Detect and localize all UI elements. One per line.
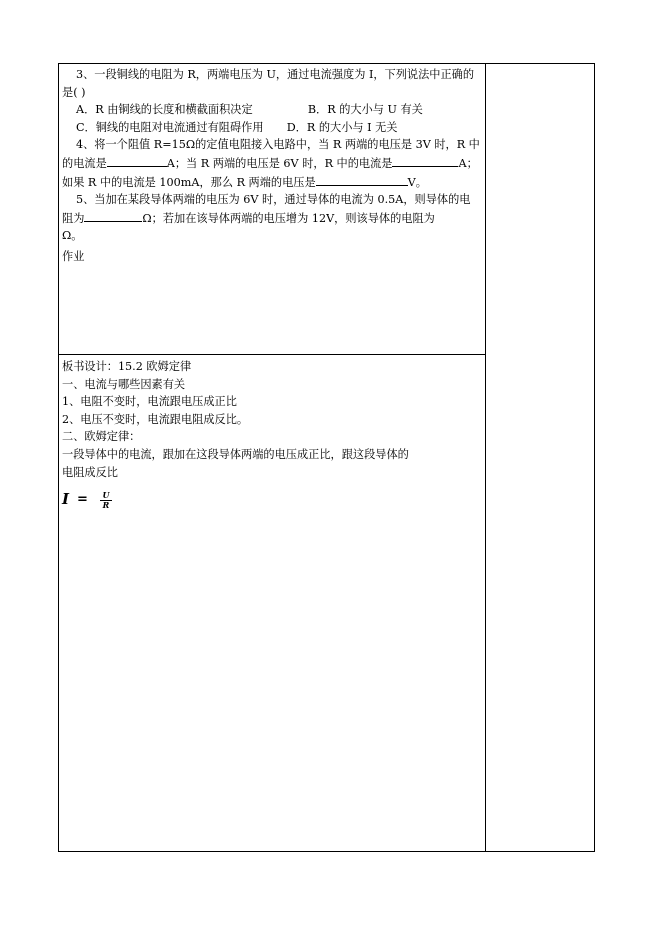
formula-equals: = bbox=[77, 492, 88, 508]
option-a: A．R 由铜线的长度和横截面积决定 bbox=[76, 103, 253, 117]
question-4-line2 bbox=[62, 154, 480, 173]
formula-fraction bbox=[100, 491, 112, 510]
law-statement-line1: 一段导体中的电流，跟加在这段导体两端的电压成正比，跟这段导体的 bbox=[62, 447, 409, 461]
row-divider bbox=[59, 354, 485, 355]
option-d: D．R 的大小与 I 无关 bbox=[286, 120, 398, 134]
formula-voltage: U bbox=[102, 489, 110, 500]
question-4-text-b: A；当 R 两端的电压是 6V 时，R 中的电流是 bbox=[166, 156, 393, 170]
exercise-cell bbox=[62, 66, 480, 266]
ohms-law-formula bbox=[62, 487, 480, 513]
board-title: 板书设计：15.2 欧姆定律 bbox=[62, 360, 192, 373]
law-statement-line2: 电阻成反比 bbox=[62, 465, 118, 479]
question-4-text-a: 的电流是 bbox=[62, 156, 107, 170]
question-4-text-c: A； bbox=[458, 156, 478, 170]
question-3-options-cd bbox=[62, 119, 480, 137]
question-4-stem: 4、将一个阻值 R=15Ω的定值电阻接入电路中，当 R 两端的电压是 3V 时，R 中 bbox=[76, 138, 480, 152]
board-heading-1: 一、电流与哪些因素有关 bbox=[62, 377, 186, 391]
board-design-cell bbox=[62, 358, 480, 513]
board-item-1: 1、电阻不变时，电流跟电压成正比 bbox=[62, 395, 237, 409]
question-3-stem: 3、一段铜线的电阻为 R，两端电压为 U，通过电流强度为 I，下列说法中正确的 bbox=[76, 68, 475, 81]
question-4-text-d: 如果 R 中的电流是 100mA，那么 R 两端的电压是 bbox=[62, 175, 316, 189]
column-divider bbox=[485, 64, 486, 851]
question-4-line3 bbox=[62, 173, 480, 192]
answer-blank bbox=[316, 173, 408, 186]
formula-resistance: R bbox=[102, 499, 110, 510]
board-heading-2: 二、欧姆定律： bbox=[62, 430, 141, 444]
question-5-text-a: 阻为 bbox=[62, 211, 85, 225]
question-5-line3: Ω。 bbox=[62, 229, 83, 243]
answer-blank bbox=[392, 154, 458, 167]
question-3-options-ab bbox=[62, 101, 480, 119]
answer-blank bbox=[84, 209, 142, 222]
question-5-line2 bbox=[62, 209, 480, 228]
question-3-bracket: 是( ) bbox=[62, 85, 86, 99]
option-c: C．铜线的电阻对电流通过有阻碍作用 bbox=[76, 120, 264, 134]
board-item-2: 2、电压不变时，电流跟电阻成反比。 bbox=[62, 412, 249, 426]
lesson-table bbox=[58, 63, 595, 852]
question-4-text-e: V。 bbox=[407, 175, 427, 189]
question-5-stem: 5、当加在某段导体两端的电压为 6V 时，通过导体的电流为 0.5A，则导体的电 bbox=[76, 193, 471, 207]
answer-blank bbox=[107, 154, 167, 167]
formula-current: I bbox=[62, 490, 70, 509]
homework-label: 作业 bbox=[62, 249, 85, 263]
question-5-text-b: Ω；若加在该导体两端的电压增为 12V，则该导体的电阻为 bbox=[142, 211, 435, 225]
option-b: B．R 的大小与 U 有关 bbox=[307, 103, 423, 117]
